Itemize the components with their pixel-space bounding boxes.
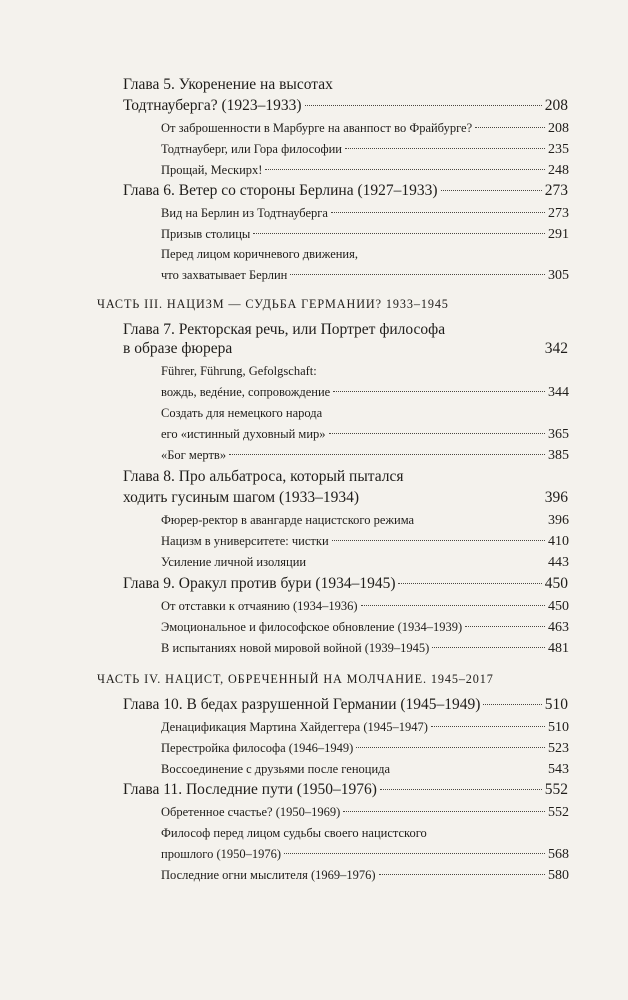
toc-entry-section[interactable] <box>161 534 569 550</box>
page-number: 273 <box>544 182 568 199</box>
toc-entry-section[interactable] <box>161 206 569 222</box>
dot-leader <box>253 233 545 234</box>
section-title: От отставки к отчаянию (1934–1936) <box>161 599 358 613</box>
dot-leader <box>432 647 545 648</box>
page-number: 568 <box>548 847 569 862</box>
dot-leader <box>475 127 545 128</box>
toc-entry-section[interactable] <box>161 385 569 401</box>
toc-entry-section[interactable] <box>161 121 569 137</box>
toc-entry-chapter-5[interactable] <box>123 97 568 115</box>
page-number: 463 <box>548 620 569 635</box>
toc-entry-section[interactable] <box>161 868 569 884</box>
dot-leader <box>332 540 545 541</box>
chapter-7-title-line1: Глава 7. Ректорская речь, или Портрет философа <box>123 321 446 338</box>
chapter-6-title: Глава 6. Ветер со стороны Берлина (1927–1933) <box>123 182 438 199</box>
page-number: 208 <box>548 121 569 136</box>
toc-entry-chapter-11[interactable] <box>123 781 568 799</box>
section-title: Последние огни мыслителя (1969–1976) <box>161 868 376 882</box>
chapter-11-title: Глава 11. Последние пути (1950–1976) <box>123 781 377 798</box>
toc-entry-chapter-10[interactable] <box>123 696 568 714</box>
toc-entry-section[interactable] <box>161 620 569 636</box>
toc-entry-section[interactable] <box>161 555 569 571</box>
section-title: Перестройка философа (1946–1949) <box>161 741 354 755</box>
dot-leader <box>333 391 545 392</box>
section-title: Денацификация Мартина Хайдеггера (1945–1947) <box>161 720 428 734</box>
page-number: 396 <box>544 489 568 506</box>
page-number: 450 <box>544 575 568 592</box>
dot-leader <box>379 874 545 875</box>
page-number: 450 <box>548 599 569 614</box>
page-number: 385 <box>548 448 569 463</box>
page-number: 248 <box>548 163 569 178</box>
chapter-5-title-line1: Глава 5. Укоренение на высотах <box>123 76 333 93</box>
dot-leader <box>361 605 545 606</box>
dot-leader <box>265 169 545 170</box>
section-title: Вид на Берлин из Тодтнауберга <box>161 206 328 220</box>
toc-entry-section[interactable] <box>161 641 569 657</box>
section-title: От заброшенности в Марбурге на аванпост во Фрайбурге? <box>161 121 473 135</box>
dot-leader <box>380 789 542 790</box>
section-title-line1: Философ перед лицом судьбы своего нацистского <box>161 826 427 840</box>
dot-leader <box>284 853 545 854</box>
page-number: 305 <box>548 268 569 283</box>
dot-leader <box>483 704 541 705</box>
section-title: Тодтнауберг, или Гора философии <box>161 142 342 156</box>
toc-entry-chapter-9[interactable] <box>123 575 568 593</box>
page-number: 552 <box>548 805 569 820</box>
section-title: что захватывает Берлин <box>161 268 288 282</box>
dot-leader <box>331 212 545 213</box>
toc-entry-section[interactable] <box>161 762 569 778</box>
section-title: Призыв столицы <box>161 227 251 241</box>
toc-entry-chapter-8[interactable] <box>123 489 568 507</box>
dot-leader <box>290 274 545 275</box>
page-number: 443 <box>548 555 569 570</box>
dot-leader <box>356 747 545 748</box>
section-title: Фюрер-ректор в авангарде нацистского режима <box>161 513 415 527</box>
dot-leader <box>431 726 545 727</box>
section-title-line1: Führer, Führung, Gefolgschaft: <box>161 364 317 378</box>
section-title: прошлого (1950–1976) <box>161 847 282 861</box>
chapter-10-title: Глава 10. В бедах разрушенной Германии (1945–1949) <box>123 696 481 713</box>
toc-entry-section[interactable] <box>161 163 569 179</box>
page-number: 291 <box>548 227 569 242</box>
section-title: Нацизм в университете: чистки <box>161 534 329 548</box>
toc-entry-chapter-7[interactable] <box>123 340 568 358</box>
toc-entry-section[interactable] <box>161 142 569 158</box>
section-title: Обретенное счастье? (1950–1969) <box>161 805 341 819</box>
page-number: 510 <box>544 696 568 713</box>
chapter-5-title-line2: Тодтнауберга? (1923–1933) <box>123 97 302 114</box>
dot-leader <box>345 148 545 149</box>
section-title: Воссоединение с друзьями после геноцида <box>161 762 391 776</box>
dot-leader <box>329 433 545 434</box>
page-number: 365 <box>548 427 569 442</box>
section-title: его «истинный духовный мир» <box>161 427 326 441</box>
toc-entry-section[interactable] <box>161 720 569 736</box>
chapter-7-title-line2: в образе фюрера <box>123 340 233 357</box>
toc-entry-section[interactable] <box>161 741 569 757</box>
section-title-line1: Создать для немецкого народа <box>161 406 323 420</box>
toc-entry-section[interactable] <box>161 448 569 464</box>
toc-entry-section[interactable] <box>161 847 569 863</box>
dot-leader <box>398 583 541 584</box>
section-title: В испытаниях новой мировой войной (1939–1945) <box>161 641 430 655</box>
toc-entry-chapter-6[interactable] <box>123 182 568 200</box>
page-number: 481 <box>548 641 569 656</box>
toc-entry-section[interactable] <box>161 427 569 443</box>
page-number: 273 <box>548 206 569 221</box>
section-title-line1: Перед лицом коричневого движения, <box>161 247 358 261</box>
page-number: 235 <box>548 142 569 157</box>
section-title: Усиление личной изоляции <box>161 555 307 569</box>
part-3-heading: ЧАСТЬ III. НАЦИЗМ — СУДЬБА ГЕРМАНИИ? 1933–1945 <box>97 297 449 311</box>
page-number: 396 <box>548 513 569 528</box>
toc-entry-section[interactable] <box>161 805 569 821</box>
dot-leader <box>343 811 545 812</box>
toc-entry-section[interactable] <box>161 513 569 529</box>
section-title: вождь, ведéние, сопровождение <box>161 385 331 399</box>
page-number: 510 <box>548 720 569 735</box>
toc-entry-section[interactable] <box>161 599 569 615</box>
chapter-8-title-line1: Глава 8. Про альбатроса, который пытался <box>123 468 404 485</box>
page-number: 410 <box>548 534 569 549</box>
dot-leader <box>441 190 542 191</box>
page-number: 543 <box>548 762 569 777</box>
page-number: 580 <box>548 868 569 883</box>
section-title: «Бог мертв» <box>161 448 227 462</box>
dot-leader <box>305 105 542 106</box>
page-number: 523 <box>548 741 569 756</box>
toc-entry-section[interactable] <box>161 268 569 284</box>
toc-entry-section[interactable] <box>161 227 569 243</box>
page-number: 342 <box>544 340 568 357</box>
page-number: 552 <box>544 781 568 798</box>
dot-leader <box>465 626 545 627</box>
page-number: 208 <box>544 97 568 114</box>
chapter-9-title: Глава 9. Оракул против бури (1934–1945) <box>123 575 396 592</box>
section-title: Прощай, Мескирх! <box>161 163 263 177</box>
dot-leader <box>229 454 545 455</box>
part-4-heading: ЧАСТЬ IV. НАЦИСТ, ОБРЕЧЕННЫЙ НА МОЛЧАНИЕ. 1945–2017 <box>97 672 494 686</box>
section-title: Эмоциональное и философское обновление (1934–1939) <box>161 620 463 634</box>
chapter-8-title-line2: ходить гусиным шагом (1933–1934) <box>123 489 360 506</box>
page-number: 344 <box>548 385 569 400</box>
